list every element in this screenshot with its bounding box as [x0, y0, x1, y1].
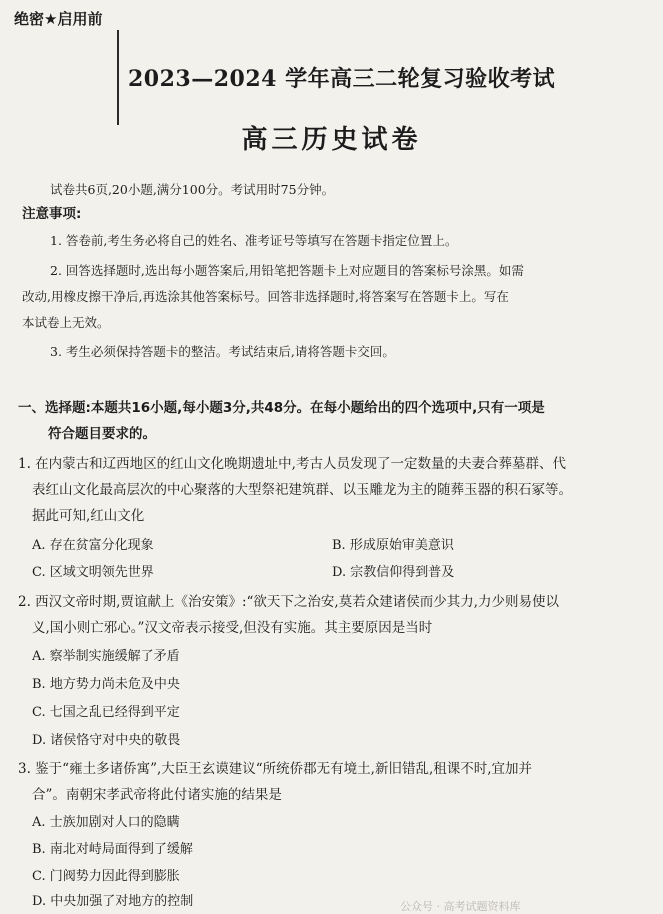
confidential-label: 绝密★启用前	[14, 10, 103, 28]
q1-line-3: 据此可知,红山文化	[32, 508, 145, 524]
q2-option-c: C. 七国之乱已经得到平定	[32, 705, 180, 720]
q1-line-1: 1. 在内蒙古和辽西地区的红山文化晚期遗址中,考古人员发现了一定数量的夫妻合葬墓群、代	[18, 456, 566, 472]
q1-option-d: D. 宗教信仰得到普及	[332, 565, 455, 580]
title-divider	[117, 30, 119, 125]
q3-option-c: C. 门阀势力因此得到膨胀	[32, 869, 180, 884]
q3-line-1: 3. 鉴于“雍土多诸侨寓”,大臣王玄谟建议“所统侨郡无有境土,新旧错乱,租课不时,宜加并	[18, 761, 533, 777]
note-2-line-1: 2. 回答选择题时,选出每小题答案后,用铅笔把答题卡上对应题目的答案标号涂黑。如需	[50, 263, 524, 278]
q1-option-c: C. 区域文明领先世界	[32, 565, 154, 580]
q1-line-2: 表红山文化最高层次的中心聚落的大型祭祀建筑群、以玉雕龙为主的随葬玉器的积石冢等。	[32, 482, 572, 498]
q3-option-a: A. 士族加剧对人口的隐瞒	[32, 815, 180, 830]
q2-option-b: B. 地方势力尚未危及中央	[32, 677, 180, 692]
note-3: 3. 考生必须保持答题卡的整洁。考试结束后,请将答题卡交回。	[50, 344, 395, 359]
notes-heading: 注意事项:	[22, 206, 82, 222]
q1-option-a: A. 存在贫富分化现象	[32, 538, 154, 553]
q2-option-d: D. 诸侯恪守对中央的敬畏	[32, 733, 181, 748]
watermark: 公众号 · 高考试题资料库	[400, 900, 521, 913]
note-2-line-3: 本试卷上无效。	[22, 315, 110, 330]
q3-line-2: 合”。南朝宋孝武帝将此付诸实施的结果是	[32, 787, 282, 803]
q3-option-d: D. 中央加强了对地方的控制	[32, 894, 194, 909]
q2-line-1: 2. 西汉文帝时期,贾谊献上《治安策》:“欲天下之治安,莫若众建诸侯而少其力,力少则易使以	[18, 594, 559, 610]
q2-option-a: A. 察举制实施缓解了矛盾	[32, 649, 180, 664]
q1-option-b: B. 形成原始审美意识	[332, 538, 454, 553]
q3-option-b: B. 南北对峙局面得到了缓解	[32, 842, 193, 857]
note-1: 1. 答卷前,考生务必将自己的姓名、准考证号等填写在答题卡指定位置上。	[50, 233, 458, 248]
section-1-line-2: 符合题目要求的。	[48, 426, 156, 442]
exam-intro: 试卷共6页,20小题,满分100分。考试用时75分钟。	[50, 182, 335, 197]
q2-line-2: 义,国小则亡邪心。”汉文帝表示接受,但没有实施。其主要原因是当时	[32, 620, 433, 636]
subject-title: 高三历史试卷	[241, 125, 422, 155]
exam-title: 2023—2024 学年高三二轮复习验收考试	[128, 66, 556, 92]
note-2-line-2: 改动,用橡皮擦干净后,再选涂其他答案标号。回答非选择题时,将答案写在答题卡上。写在	[22, 289, 509, 304]
section-1-line-1: 一、选择题:本题共16小题,每小题3分,共48分。在每小题给出的四个选项中,只有一项是	[18, 400, 545, 416]
